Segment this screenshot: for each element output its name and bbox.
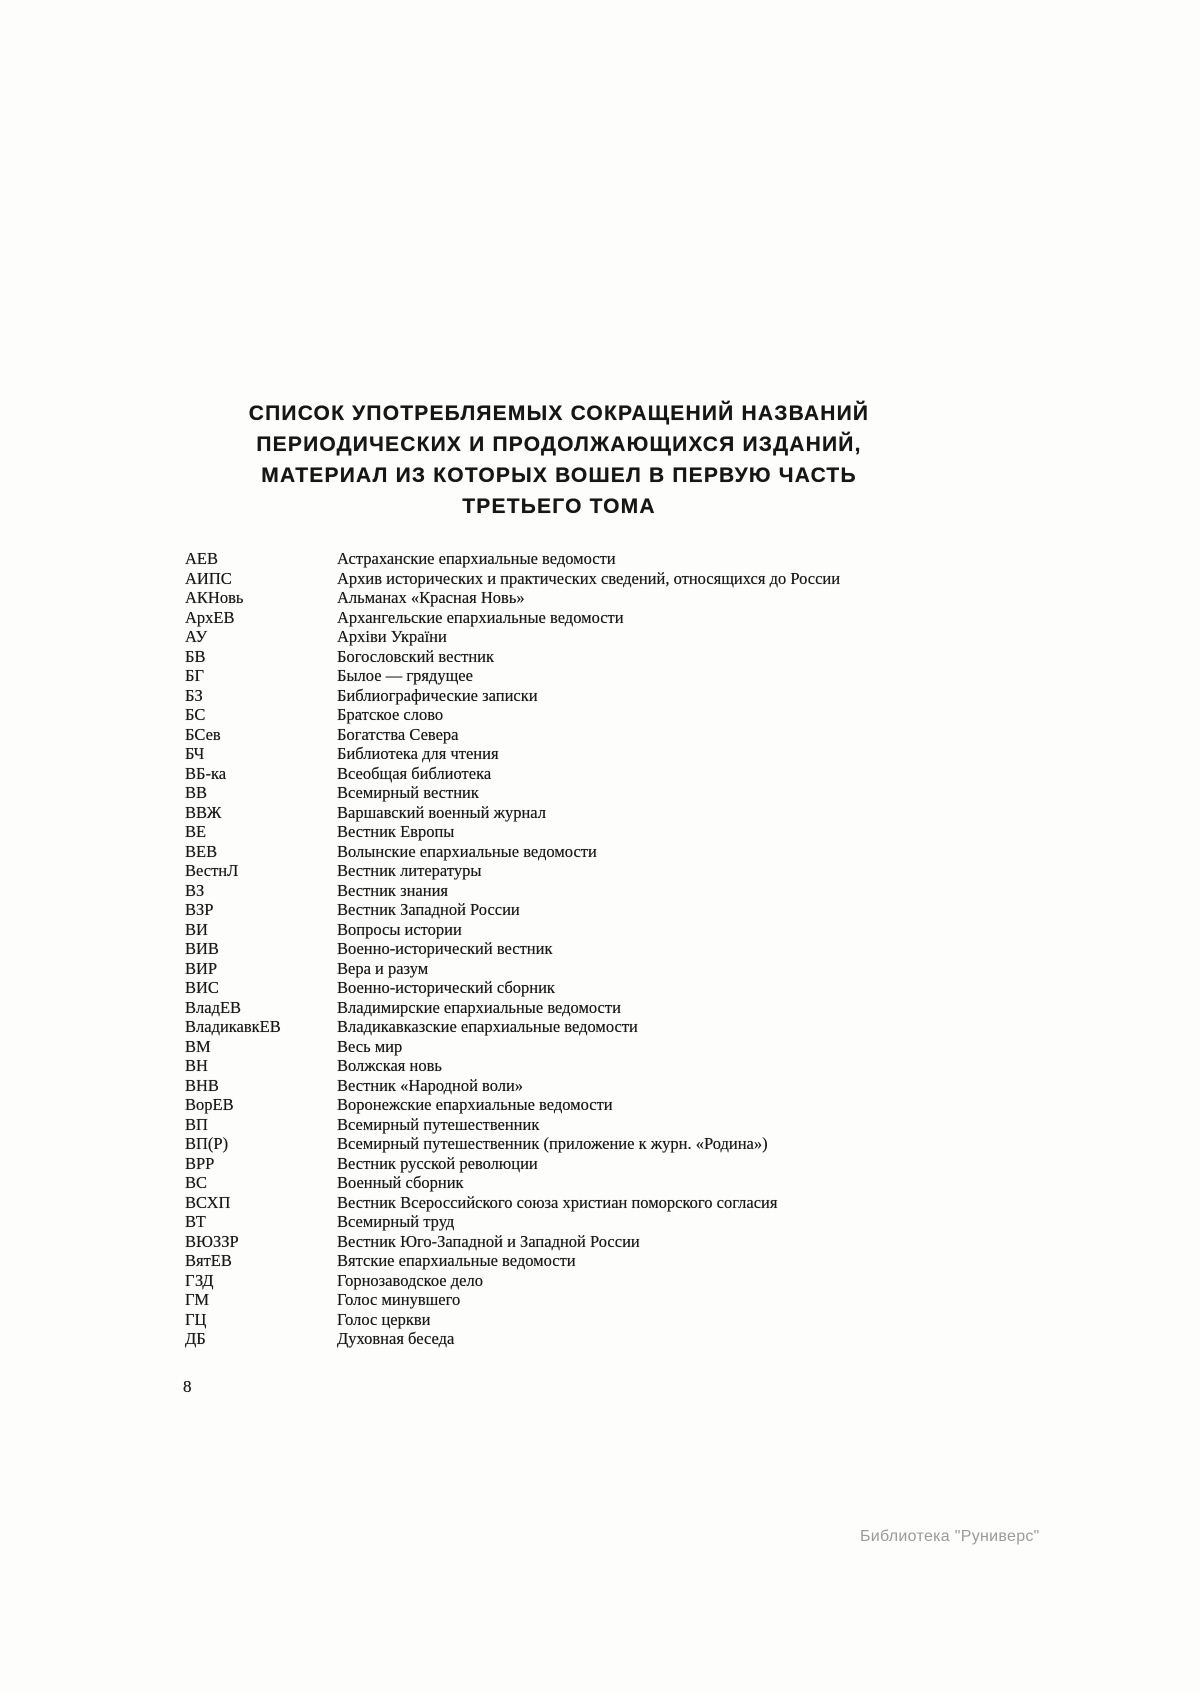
abbreviation: ВЮЗЗР bbox=[185, 1231, 239, 1251]
list-item bbox=[185, 1056, 933, 1076]
list-item bbox=[185, 1212, 933, 1232]
page-title-line: СПИСОК УПОТРЕБЛЯЕМЫХ СОКРАЩЕНИЙ НАЗВАНИЙ bbox=[248, 402, 870, 425]
definition: Братское слово bbox=[337, 705, 444, 724]
list-item bbox=[185, 1154, 933, 1174]
definition: Духовная беседа bbox=[337, 1329, 455, 1348]
definition: Богословский вестник bbox=[337, 646, 495, 666]
definition: Вестник Всероссийского союза христиан поморского согласия bbox=[337, 1192, 778, 1212]
abbreviation: АрхЕВ bbox=[185, 607, 235, 627]
definition: Архангельские епархиальные ведомости bbox=[337, 607, 624, 627]
abbreviation: АКНовь bbox=[185, 588, 244, 607]
list-item bbox=[185, 998, 933, 1018]
list-item bbox=[185, 1173, 933, 1193]
page-title bbox=[185, 398, 933, 522]
list-item bbox=[185, 1193, 933, 1213]
list-item bbox=[185, 725, 933, 745]
abbreviation: ВладЕВ bbox=[185, 997, 242, 1017]
list-item bbox=[185, 1251, 933, 1271]
page-title-line: МАТЕРИАЛ ИЗ КОТОРЫХ ВОШЕЛ В ПЕРВУЮ ЧАСТЬ bbox=[261, 464, 857, 487]
list-item bbox=[185, 1095, 933, 1115]
abbreviation: БГ bbox=[185, 666, 205, 685]
definition: Вестник Европы bbox=[337, 822, 455, 841]
definition: Голос минувшего bbox=[337, 1290, 461, 1309]
abbreviation: ВИС bbox=[185, 978, 219, 997]
list-item bbox=[185, 881, 933, 901]
definition: Вестник Западной России bbox=[337, 900, 520, 919]
abbreviation: АЕВ bbox=[185, 549, 218, 568]
abbreviation: БЗ bbox=[185, 685, 203, 705]
definition: Всемирный вестник bbox=[337, 783, 479, 802]
abbreviation: ГЗД bbox=[185, 1270, 214, 1290]
page-title-line: ТРЕТЬЕГО ТОМА bbox=[462, 495, 656, 518]
definition: Владикавказские епархиальные ведомости bbox=[337, 1017, 638, 1036]
abbreviation: ВЕ bbox=[185, 822, 207, 841]
list-item bbox=[185, 608, 933, 628]
definition: Вятские епархиальные ведомости bbox=[337, 1251, 576, 1270]
abbreviation: ВятЕВ bbox=[185, 1251, 232, 1270]
watermark: Библиотека "Руниверс" bbox=[860, 1528, 1040, 1545]
definition: Вера и разум bbox=[337, 958, 429, 978]
list-item bbox=[185, 666, 933, 686]
definition: Военно-исторический вестник bbox=[337, 939, 553, 958]
list-item bbox=[185, 1232, 933, 1252]
definition: Всемирный путешественник bbox=[337, 1114, 540, 1134]
abbreviation: ВИВ bbox=[185, 939, 219, 958]
list-item bbox=[185, 822, 933, 842]
definition: Голос церкви bbox=[337, 1309, 431, 1329]
abbreviation: ВВ bbox=[185, 783, 208, 802]
abbreviation: ВРР bbox=[185, 1153, 215, 1173]
definition: Варшавский военный журнал bbox=[337, 802, 547, 822]
definition: Горнозаводское дело bbox=[337, 1270, 483, 1290]
definition: Вестник русской революции bbox=[337, 1153, 538, 1173]
list-item bbox=[185, 764, 933, 784]
list-item bbox=[185, 1310, 933, 1330]
definition: Вестник «Народной воли» bbox=[337, 1075, 524, 1095]
abbreviation: БВ bbox=[185, 646, 206, 666]
abbreviation: ВБ-ка bbox=[185, 763, 227, 783]
list-item bbox=[185, 959, 933, 979]
abbreviation: ВЗР bbox=[185, 900, 214, 919]
definition: Военно-исторический сборник bbox=[337, 978, 555, 997]
definition: Владимирские епархиальные ведомости bbox=[337, 997, 621, 1017]
abbreviation: ВИР bbox=[185, 958, 218, 978]
definition: Волынские епархиальные ведомости bbox=[337, 841, 597, 861]
definition: Архіви України bbox=[337, 627, 447, 646]
abbreviation: БС bbox=[185, 705, 206, 724]
abbreviation: ВИ bbox=[185, 919, 208, 939]
page-number: 8 bbox=[183, 1377, 192, 1396]
list-item bbox=[185, 686, 933, 706]
list-item bbox=[185, 783, 933, 803]
abbreviation: ВЗ bbox=[185, 880, 205, 900]
list-item bbox=[185, 842, 933, 862]
abbreviation: ВСХП bbox=[185, 1192, 231, 1212]
abbreviation: БСев bbox=[185, 724, 221, 744]
definition: Архив исторических и практических сведений, относящихся до России bbox=[337, 568, 841, 588]
abbreviation: АИПС bbox=[185, 568, 232, 588]
definition: Всемирный труд bbox=[337, 1212, 455, 1231]
abbreviation: ВНВ bbox=[185, 1075, 219, 1095]
abbreviation: ВладикавкЕВ bbox=[185, 1017, 281, 1036]
list-item bbox=[185, 803, 933, 823]
list-item bbox=[185, 1329, 933, 1349]
definition: Вестник знания bbox=[337, 880, 448, 900]
abbreviation-list bbox=[185, 549, 933, 1349]
list-item bbox=[185, 1037, 933, 1057]
abbreviation: БЧ bbox=[185, 744, 205, 763]
abbreviation: ДБ bbox=[185, 1329, 206, 1348]
abbreviation: ВестнЛ bbox=[185, 861, 239, 880]
definition: Вопросы истории bbox=[337, 919, 462, 939]
abbreviation: ВЕВ bbox=[185, 841, 218, 861]
abbreviation: ВТ bbox=[185, 1212, 206, 1231]
list-item bbox=[185, 861, 933, 881]
abbreviation: АУ bbox=[185, 627, 208, 646]
page-content bbox=[185, 398, 933, 1349]
list-item bbox=[185, 920, 933, 940]
definition: Весь мир bbox=[337, 1036, 403, 1056]
list-item bbox=[185, 627, 933, 647]
definition: Библиографические записки bbox=[337, 685, 538, 705]
definition: Богатства Севера bbox=[337, 724, 459, 744]
list-item bbox=[185, 1115, 933, 1135]
abbreviation: ГМ bbox=[185, 1290, 209, 1309]
abbreviation: ВС bbox=[185, 1173, 208, 1192]
list-item bbox=[185, 549, 933, 569]
definition: Астраханские епархиальные ведомости bbox=[337, 549, 616, 568]
list-item bbox=[185, 705, 933, 725]
list-item bbox=[185, 978, 933, 998]
list-item bbox=[185, 1134, 933, 1154]
page-title-line: ПЕРИОДИЧЕСКИХ И ПРОДОЛЖАЮЩИХСЯ ИЗДАНИЙ, bbox=[256, 433, 862, 456]
definition: Военный сборник bbox=[337, 1173, 464, 1192]
definition: Воронежские епархиальные ведомости bbox=[337, 1095, 613, 1114]
list-item bbox=[185, 1271, 933, 1291]
list-item bbox=[185, 744, 933, 764]
list-item bbox=[185, 588, 933, 608]
list-item bbox=[185, 900, 933, 920]
abbreviation: ВВЖ bbox=[185, 802, 222, 822]
abbreviation: ГЦ bbox=[185, 1309, 207, 1329]
definition: Волжская новь bbox=[337, 1056, 442, 1075]
abbreviation: ВП(Р) bbox=[185, 1134, 229, 1153]
definition: Всемирный путешественник (приложение к журн. «Родина») bbox=[337, 1134, 768, 1153]
list-item bbox=[185, 647, 933, 667]
list-item bbox=[185, 1290, 933, 1310]
list-item bbox=[185, 1076, 933, 1096]
abbreviation: ВН bbox=[185, 1056, 208, 1075]
list-item bbox=[185, 1017, 933, 1037]
definition: Вестник Юго-Западной и Западной России bbox=[337, 1231, 640, 1251]
definition: Библиотека для чтения bbox=[337, 744, 499, 763]
abbreviation: ВП bbox=[185, 1114, 208, 1134]
abbreviation: ВМ bbox=[185, 1036, 211, 1056]
definition: Былое — грядущее bbox=[337, 666, 473, 685]
definition: Альманах «Красная Новь» bbox=[337, 588, 525, 607]
list-item bbox=[185, 569, 933, 589]
list-item bbox=[185, 939, 933, 959]
definition: Всеобщая библиотека bbox=[337, 763, 492, 783]
definition: Вестник литературы bbox=[337, 861, 482, 880]
abbreviation: ВорЕВ bbox=[185, 1095, 234, 1114]
